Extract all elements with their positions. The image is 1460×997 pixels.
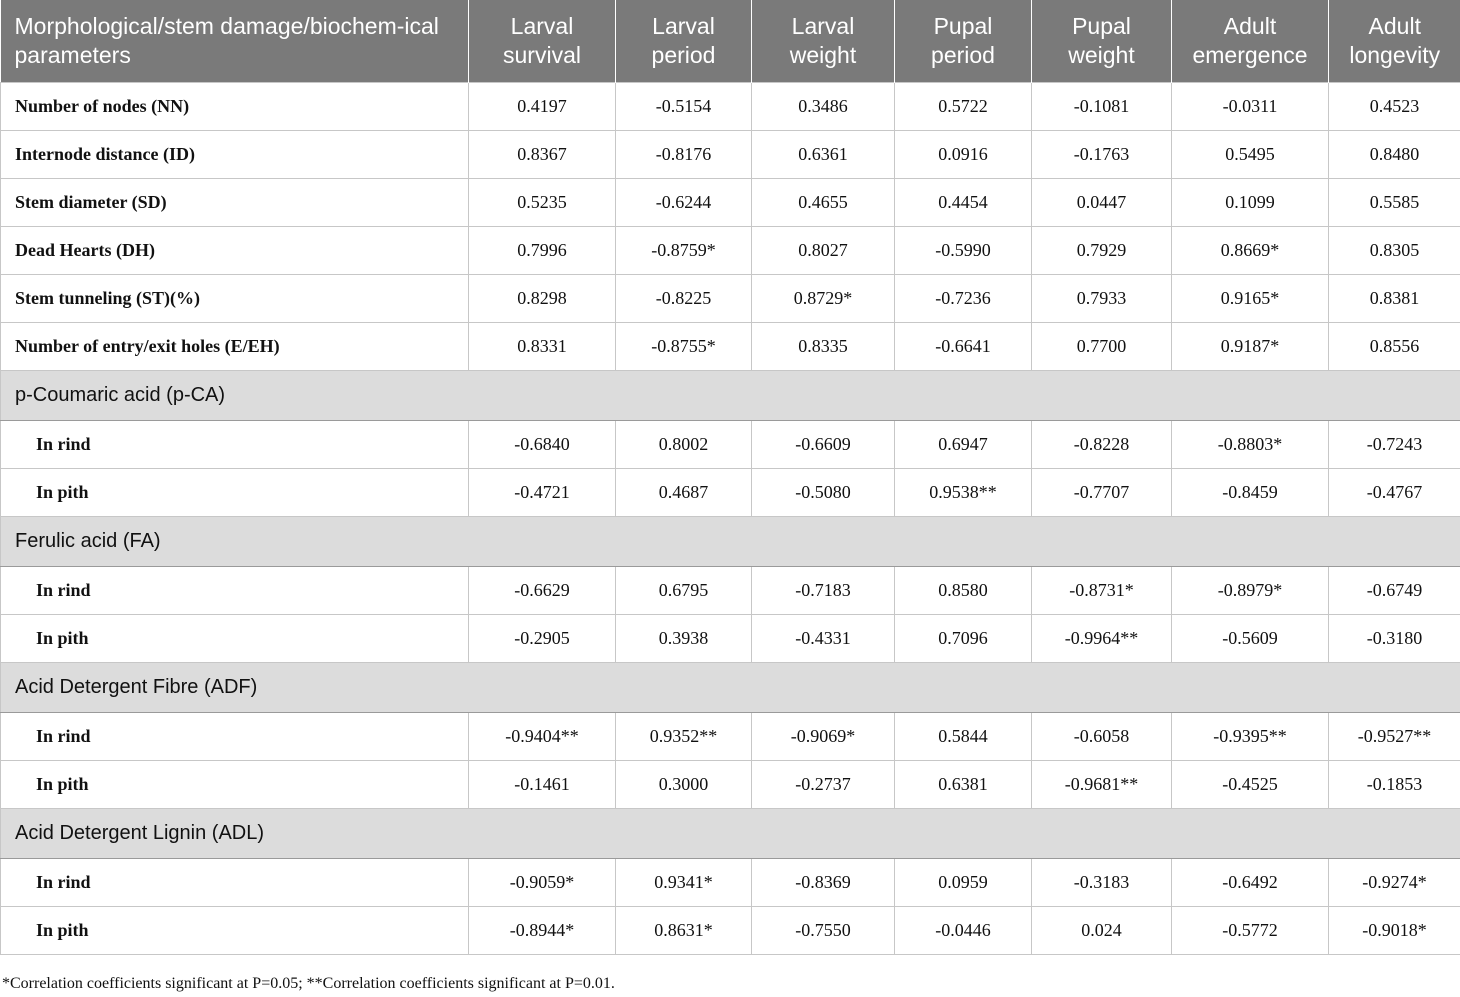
table-cell: 0.8480: [1329, 130, 1460, 178]
table-cell: -0.6609: [752, 420, 895, 468]
table-row: [1, 226, 1460, 274]
table-cell: -0.2737: [752, 760, 895, 808]
table-cell: -0.7243: [1329, 420, 1460, 468]
table-cell: 0.6361: [752, 130, 895, 178]
table-cell: -0.8369: [752, 858, 895, 906]
table-row: [1, 274, 1460, 322]
table-cell: 0.0447: [1032, 178, 1172, 226]
table-cell: -0.8228: [1032, 420, 1172, 468]
table-cell: -0.5080: [752, 468, 895, 516]
table-row: [1, 178, 1460, 226]
row-label: Stem diameter (SD): [1, 178, 469, 226]
section-title: Ferulic acid (FA): [1, 516, 1460, 566]
table-cell: -0.8979*: [1172, 566, 1329, 614]
table-cell: -0.8944*: [469, 906, 616, 954]
table-cell: -0.8803*: [1172, 420, 1329, 468]
column-header-parameters: Morphological/stem damage/biochem-ical parameters: [1, 0, 469, 82]
table-cell: 0.7096: [895, 614, 1032, 662]
table-cell: -0.6749: [1329, 566, 1460, 614]
table-cell: 0.3486: [752, 82, 895, 130]
table-cell: 0.5235: [469, 178, 616, 226]
table-cell: 0.5585: [1329, 178, 1460, 226]
table-cell: -0.6641: [895, 322, 1032, 370]
table-cell: -0.8459: [1172, 468, 1329, 516]
table-cell: 0.8580: [895, 566, 1032, 614]
table-header: [1, 0, 1460, 82]
header-row: [1, 0, 1460, 82]
table-cell: 0.4655: [752, 178, 895, 226]
table-cell: -0.9527**: [1329, 712, 1460, 760]
table-cell: -0.5154: [616, 82, 752, 130]
table-cell: 0.8556: [1329, 322, 1460, 370]
table-cell: 0.8669*: [1172, 226, 1329, 274]
column-header-pupal-weight: Pupal weight: [1032, 0, 1172, 82]
table-cell: -0.1763: [1032, 130, 1172, 178]
table-cell: -0.1461: [469, 760, 616, 808]
table-cell: -0.9404**: [469, 712, 616, 760]
table-cell: -0.8759*: [616, 226, 752, 274]
table-cell: -0.8731*: [1032, 566, 1172, 614]
table-cell: 0.8631*: [616, 906, 752, 954]
table-row: [1, 322, 1460, 370]
table-cell: 0.7700: [1032, 322, 1172, 370]
table-cell: -0.4331: [752, 614, 895, 662]
table-row: [1, 760, 1460, 808]
table-cell: -0.9059*: [469, 858, 616, 906]
section-header-row: [1, 516, 1460, 566]
table-cell: -0.4525: [1172, 760, 1329, 808]
table-cell: 0.3000: [616, 760, 752, 808]
table-row: [1, 566, 1460, 614]
table-cell: 0.8305: [1329, 226, 1460, 274]
table-cell: 0.5495: [1172, 130, 1329, 178]
row-label: In pith: [1, 906, 469, 954]
column-header-adult-longevity: Adult longevity: [1329, 0, 1460, 82]
row-label: Internode distance (ID): [1, 130, 469, 178]
table-cell: -0.3183: [1032, 858, 1172, 906]
table-cell: -0.7183: [752, 566, 895, 614]
table-cell: 0.6795: [616, 566, 752, 614]
table-row: [1, 614, 1460, 662]
table-cell: -0.5990: [895, 226, 1032, 274]
row-label: Stem tunneling (ST)(%): [1, 274, 469, 322]
table-cell: 0.4523: [1329, 82, 1460, 130]
section-title: p-Coumaric acid (p-CA): [1, 370, 1460, 420]
table-cell: 0.6947: [895, 420, 1032, 468]
table-cell: -0.9274*: [1329, 858, 1460, 906]
table-row: [1, 858, 1460, 906]
table-cell: 0.9538**: [895, 468, 1032, 516]
table-cell: -0.1081: [1032, 82, 1172, 130]
table-cell: 0.0959: [895, 858, 1032, 906]
table-row: [1, 130, 1460, 178]
table-cell: -0.5609: [1172, 614, 1329, 662]
table-cell: -0.9681**: [1032, 760, 1172, 808]
table-cell: -0.9069*: [752, 712, 895, 760]
table-cell: -0.6629: [469, 566, 616, 614]
table-cell: 0.9165*: [1172, 274, 1329, 322]
table-body: [1, 82, 1460, 954]
section-header-row: [1, 662, 1460, 712]
table-cell: 0.1099: [1172, 178, 1329, 226]
table-cell: 0.4454: [895, 178, 1032, 226]
table-row: [1, 468, 1460, 516]
table-cell: -0.0311: [1172, 82, 1329, 130]
table-cell: -0.5772: [1172, 906, 1329, 954]
table-cell: 0.7933: [1032, 274, 1172, 322]
table-cell: -0.9018*: [1329, 906, 1460, 954]
table-cell: 0.8027: [752, 226, 895, 274]
section-header-row: [1, 808, 1460, 858]
column-header-adult-emergence: Adult emergence: [1172, 0, 1329, 82]
table-cell: -0.8755*: [616, 322, 752, 370]
row-label: Number of nodes (NN): [1, 82, 469, 130]
row-label: In rind: [1, 566, 469, 614]
row-label: In rind: [1, 858, 469, 906]
row-label: In rind: [1, 712, 469, 760]
table-row: [1, 906, 1460, 954]
column-header-pupal-period: Pupal period: [895, 0, 1032, 82]
row-label: In rind: [1, 420, 469, 468]
table-cell: -0.1853: [1329, 760, 1460, 808]
table-cell: 0.4197: [469, 82, 616, 130]
table-cell: 0.7996: [469, 226, 616, 274]
table-cell: -0.9964**: [1032, 614, 1172, 662]
section-header-row: [1, 370, 1460, 420]
table-cell: -0.4721: [469, 468, 616, 516]
table-cell: -0.9395**: [1172, 712, 1329, 760]
table-cell: 0.8381: [1329, 274, 1460, 322]
table-cell: 0.8331: [469, 322, 616, 370]
table-cell: 0.9352**: [616, 712, 752, 760]
table-cell: 0.6381: [895, 760, 1032, 808]
column-header-larval-survival: Larval survival: [469, 0, 616, 82]
table-cell: -0.4767: [1329, 468, 1460, 516]
table-cell: 0.8367: [469, 130, 616, 178]
table-cell: -0.7236: [895, 274, 1032, 322]
table-cell: -0.0446: [895, 906, 1032, 954]
table-cell: -0.8225: [616, 274, 752, 322]
table-cell: -0.7707: [1032, 468, 1172, 516]
table-cell: 0.4687: [616, 468, 752, 516]
section-title: Acid Detergent Fibre (ADF): [1, 662, 1460, 712]
table-row: [1, 82, 1460, 130]
table-cell: 0.024: [1032, 906, 1172, 954]
table-cell: -0.3180: [1329, 614, 1460, 662]
table-cell: -0.8176: [616, 130, 752, 178]
row-label: Dead Hearts (DH): [1, 226, 469, 274]
table-cell: 0.9187*: [1172, 322, 1329, 370]
table-cell: -0.2905: [469, 614, 616, 662]
table-cell: -0.7550: [752, 906, 895, 954]
table-cell: 0.0916: [895, 130, 1032, 178]
table-cell: 0.8002: [616, 420, 752, 468]
table-cell: 0.7929: [1032, 226, 1172, 274]
table-cell: 0.8729*: [752, 274, 895, 322]
table-cell: 0.8335: [752, 322, 895, 370]
table-row: [1, 420, 1460, 468]
table-cell: -0.6840: [469, 420, 616, 468]
column-header-larval-weight: Larval weight: [752, 0, 895, 82]
table-cell: -0.6244: [616, 178, 752, 226]
row-label: In pith: [1, 614, 469, 662]
table-cell: 0.9341*: [616, 858, 752, 906]
table-cell: 0.8298: [469, 274, 616, 322]
table-cell: 0.5844: [895, 712, 1032, 760]
table-footnote: *Correlation coefficients significant at P=0.05; **Correlation coefficients significant at P=0.01.: [2, 975, 615, 992]
table-cell: -0.6058: [1032, 712, 1172, 760]
row-label: In pith: [1, 760, 469, 808]
table-cell: 0.3938: [616, 614, 752, 662]
table-cell: -0.6492: [1172, 858, 1329, 906]
row-label: In pith: [1, 468, 469, 516]
table-cell: 0.5722: [895, 82, 1032, 130]
table-row: [1, 712, 1460, 760]
column-header-larval-period: Larval period: [616, 0, 752, 82]
section-title: Acid Detergent Lignin (ADL): [1, 808, 1460, 858]
row-label: Number of entry/exit holes (E/EH): [1, 322, 469, 370]
